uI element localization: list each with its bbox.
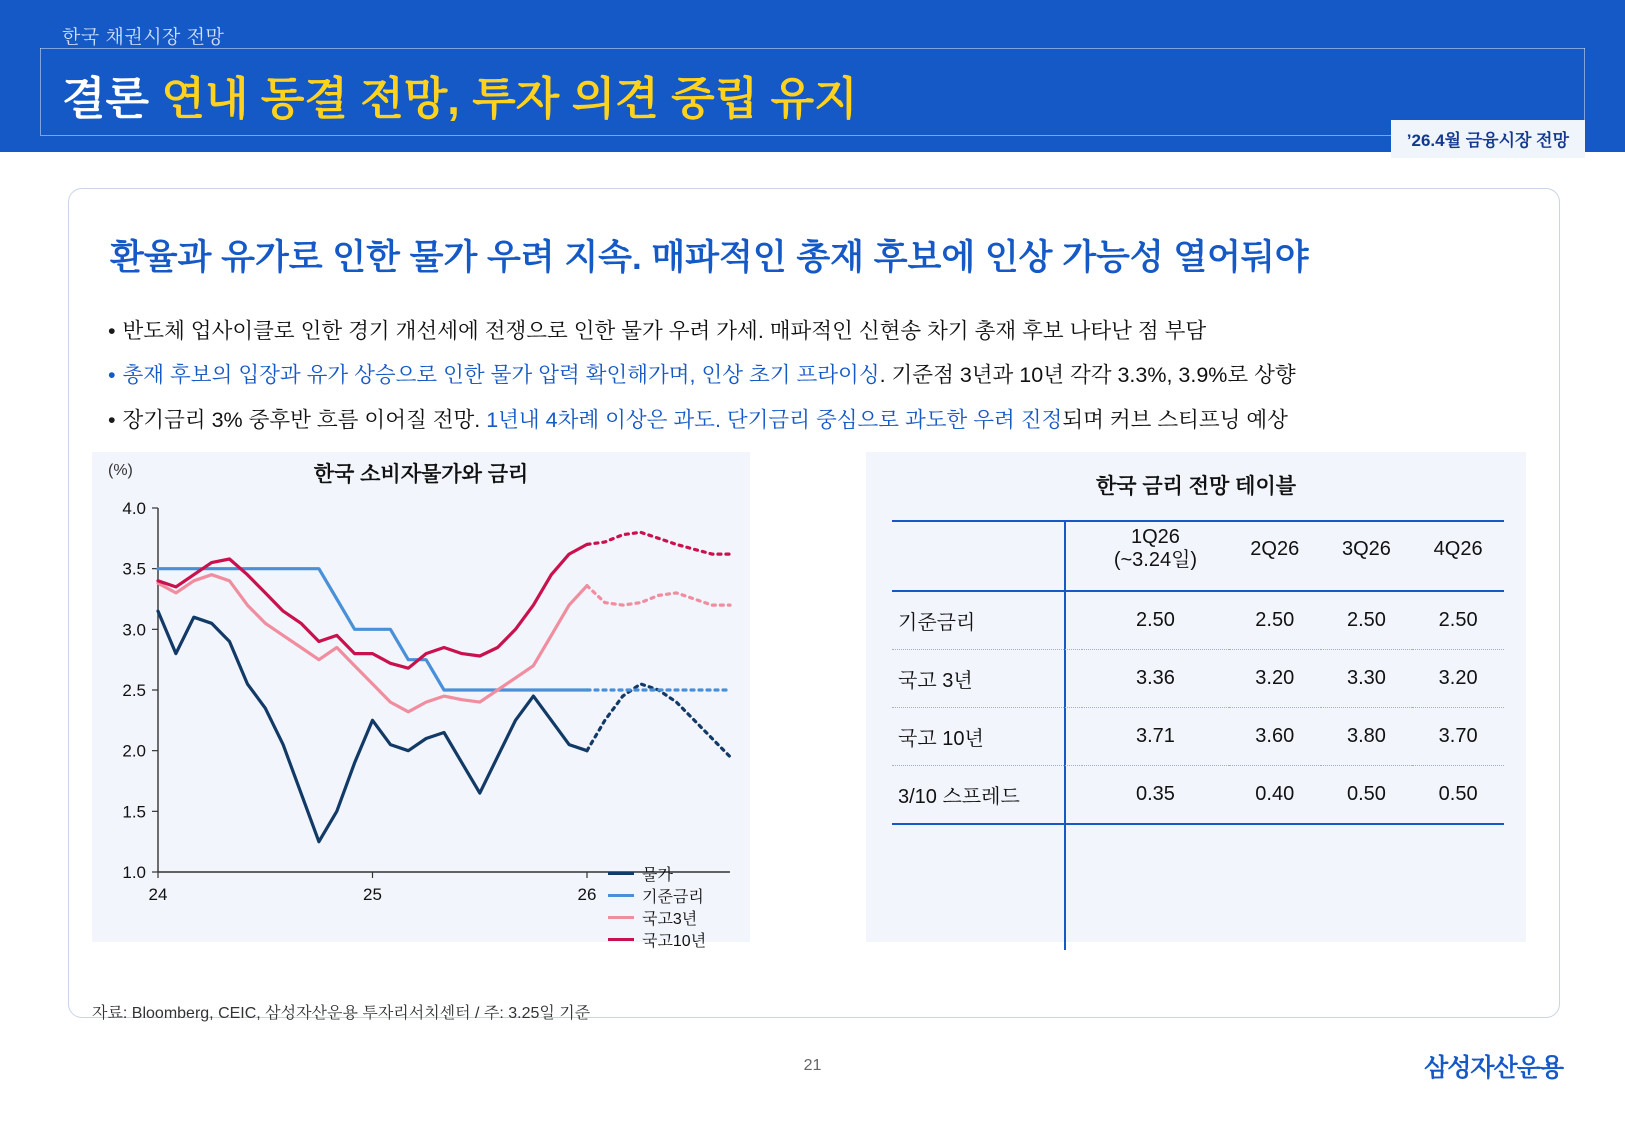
bullet-dot-icon: • (108, 407, 116, 432)
svg-text:24: 24 (148, 885, 168, 904)
column-header-1q26 (1082, 520, 1229, 591)
table-header-row (892, 520, 1504, 591)
svg-text:1.5: 1.5 (122, 802, 146, 822)
bullet-text: 1년내 4차례 이상은 과도. 단기금리 중심으로 과도한 우려 진정 (486, 407, 1063, 432)
cell-value: 2.50 (1438, 609, 1478, 631)
bullet-text: 반도체 업사이클로 인한 경기 개선세에 전쟁으로 인한 물가 우려 가세. 매파적인 신현송 차기 총재 후보 나타난 점 부담 (122, 319, 1207, 343)
cell-value: 0.50 (1346, 783, 1386, 805)
row-label: 국고 10년 (898, 728, 984, 750)
cell-value: 3.30 (1346, 667, 1386, 689)
bullet-text: 총재 후보의 입장과 유가 상승으로 인한 물가 압력 확인해가며, 인상 초기 프라이싱 (122, 363, 880, 388)
list-item (108, 404, 1528, 436)
cell-value: 3.20 (1438, 667, 1478, 689)
list-item (108, 359, 1528, 391)
legend-item (608, 884, 706, 906)
company-logo: 삼성자산운용 (1424, 1054, 1563, 1082)
table-row (892, 591, 1504, 650)
svg-text:3.5: 3.5 (122, 559, 146, 579)
column-header-2q26: 2Q26 (1250, 537, 1300, 560)
header-kicker: 한국 채권시장 전망 (62, 27, 225, 48)
legend-swatch (608, 894, 634, 897)
svg-text:26: 26 (577, 885, 597, 904)
cell-value: 3.80 (1346, 725, 1386, 747)
table-body (892, 591, 1504, 824)
legend-label: 기준금리 (642, 888, 704, 906)
chart-legend (608, 862, 706, 950)
page-number: 21 (803, 1057, 822, 1074)
bullet-dot-icon: • (108, 319, 116, 343)
chart-source-note: 자료: Bloomberg, CEIC, 삼성자산운용 투자리서치센터 / 주: 3.25일 기준 (92, 1005, 591, 1022)
cell-value: 0.40 (1255, 783, 1295, 805)
cell-value: 0.35 (1136, 783, 1175, 805)
row-label: 국고 3년 (898, 670, 973, 692)
bullet-list (108, 315, 1528, 448)
column-header-sub: (~3.24일) (1113, 549, 1198, 571)
page-title-bold: 결론 (62, 73, 149, 124)
bullet-text: 장기금리 3% 중후반 흐름 이어질 전망. (122, 407, 487, 432)
legend-label: 국고3년 (642, 910, 698, 928)
cell-value: 2.50 (1346, 609, 1386, 631)
card-title: 환율과 유가로 인한 물가 우려 지속. 매파적인 총재 후보에 인상 가능성 열어둬야 (110, 238, 1309, 277)
chart-title: 한국 소비자물가와 금리 (313, 463, 529, 486)
legend-swatch (608, 938, 634, 941)
chart-unit-label: (%) (108, 462, 133, 479)
cell-value: 3.70 (1438, 725, 1478, 747)
table-header (892, 520, 1504, 591)
header-badge: ’26.4월 금융시장 전망 (1391, 120, 1585, 158)
column-header-4q26: 4Q26 (1433, 537, 1483, 560)
bullet-dot-icon: • (108, 363, 116, 388)
legend-item (608, 906, 706, 928)
legend-swatch (608, 872, 634, 875)
column-header-label: 1Q26 (1131, 526, 1180, 548)
column-header-3q26: 3Q26 (1341, 537, 1391, 560)
row-label: 기준금리 (898, 612, 976, 634)
legend-label: 국고10년 (642, 932, 707, 950)
cell-value: 3.60 (1255, 725, 1295, 747)
bullet-text: . 기준점 3년과 10년 각각 3.3%, 3.9%로 상향 (879, 363, 1296, 388)
cell-value: 2.50 (1255, 609, 1295, 631)
table-row (892, 766, 1504, 825)
table-row (892, 708, 1504, 766)
slide-header (0, 0, 1625, 152)
cell-value: 2.50 (1136, 609, 1175, 631)
legend-item (608, 928, 706, 950)
cell-value: 0.50 (1438, 783, 1478, 805)
svg-text:2.5: 2.5 (122, 681, 146, 700)
cell-value: 3.36 (1136, 667, 1175, 689)
forecast-table-title: 한국 금리 전망 테이블 (1095, 475, 1297, 498)
svg-text:4.0: 4.0 (122, 499, 146, 518)
legend-label: 물가 (642, 866, 673, 884)
page-title (62, 62, 858, 127)
svg-text:3.0: 3.0 (122, 620, 146, 640)
list-item (108, 315, 1528, 347)
column-header-blank (892, 520, 1082, 591)
legend-swatch (608, 916, 634, 919)
svg-text:1.0: 1.0 (122, 863, 146, 882)
cell-value: 3.71 (1136, 725, 1175, 747)
table-row (892, 650, 1504, 708)
svg-text:25: 25 (363, 885, 382, 904)
row-label: 3/10 스프레드 (898, 786, 1020, 808)
legend-item (608, 862, 706, 884)
page-title-accent: 연내 동결 전망, 투자 의견 중립 유지 (161, 73, 858, 124)
forecast-table (892, 520, 1504, 825)
svg-text:2.0: 2.0 (122, 741, 146, 761)
bullet-text: 되며 커브 스티프닝 예상 (1062, 407, 1288, 432)
cell-value: 3.20 (1255, 667, 1295, 689)
